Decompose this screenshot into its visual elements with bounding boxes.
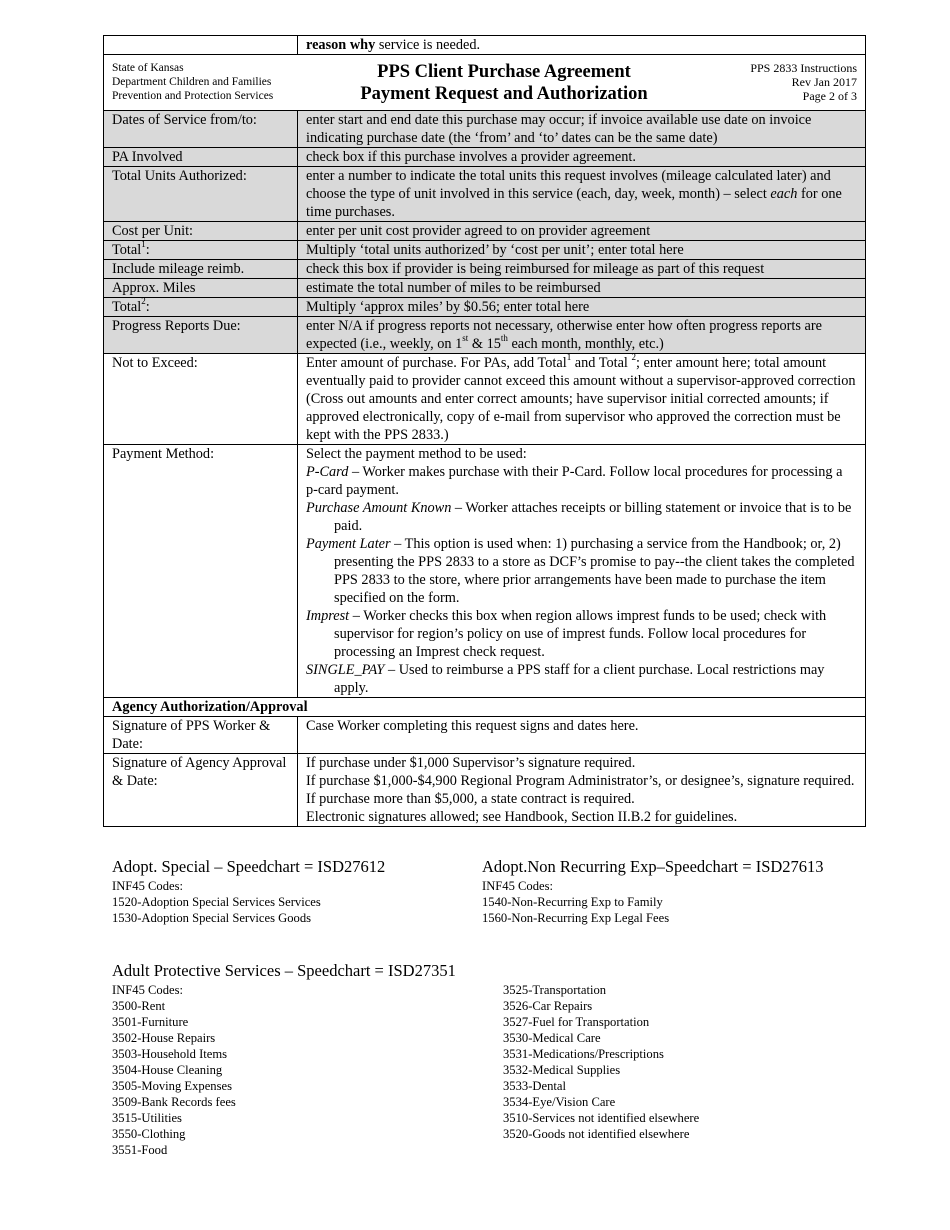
row-dates: Dates of Service from/to: enter start and end date this purchase may occur; if invoice available use date on invoice indicating purchase date (the ‘from’ and ‘to’ dates can be the same date) [104,111,866,148]
row-signature-agency: Signature of Agency Approval & Date: If purchase under $1,000 Supervisor’s signature required. If purchase $1,000-$4,900 Regional Program Administrator’s, or designee’s, signature required. If purchase more than $5,000, a state contract is required. Electronic signatures allowed; see Handbook, Section II.B.2 for guidelines. [104,754,866,827]
row-approx-miles: Approx. Miles estimate the total number of miles to be reimbursed [104,279,866,298]
row-total-1: Total$^1$: Multiply ‘total units authorized’ by ‘cost per unit’; enter total here [104,241,866,260]
row-pa-involved: PA Involved check box if this purchase involves a provider agreement. [104,148,866,167]
payment-single-pay: SINGLE_PAY – Used to reimburse a PPS staff for a client purchase. Local restrictions may apply. [306,662,825,696]
adopt-special-section: Adopt. Special – Speedchart = ISD27612 INF45 Codes: 1520-Adoption Special Services Services 1530-Adoption Special Services Goods [112,857,386,925]
agency-authorization-header: Agency Authorization/Approval [104,698,866,717]
agency-block: State of Kansas Department Children and Families Prevention and Protection Services [112,62,274,102]
payment-known: Purchase Amount Known – Worker attaches receipts or billing statement or invoice that is to be paid. [306,500,852,534]
payment-imprest: Imprest – Worker checks this box when region allows imprest funds to be used; check with supervisor for region’s policy on use of imprest funds. Follow local procedures for processing an Imprest check request. [306,608,827,660]
row-include-mileage: Include mileage reimb. check this box if provider is being reimbursed for mileage as part of this request [104,260,866,279]
row-payment-method: Payment Method: Select the payment method to be used: P-Card – Worker makes purchase with their P-Card. Follow local procedures for processing a p-card payment. Purchase Amount Known – Worker attaches receipts or billing statement or invoice that is to be paid. Payment Later – This option is used when: 1) purchasing a service from the Handbook; or, 2) presenting the PPS 2833 to a store as DCF’s promise to pay--the client takes the completed PPS 2833 to the store, where prior arrangements have been made to purchase the item specified on the form. Imprest – Worker checks this box when region allows imprest funds to be used; check with supervisor for region’s policy on use of imprest funds. Follow local procedures for processing an Imprest check request. SINGLE_PAY – Used to reimburse a PPS staff for a client purchase. Local restrictions may apply. [104,445,866,698]
aps-section: Adult Protective Services – Speedchart = ISD27351 INF45 Codes: 3500-Rent 3501-Furniture 3502-House Repairs 3503-Household Items 3504-House Cleaning 3505-Moving Expenses 3509-Bank Records fees 3515-Utilities 3550-Clothing 3551-Food [112,961,456,1157]
form-title: PPS Client Purchase Agreement Payment Request and Authorization [360,62,648,104]
form-header [104,55,866,111]
aps-codes-left: INF45 Codes: 3500-Rent 3501-Furniture 3502-House Repairs 3503-Household Items 3504-House Cleaning 3505-Moving Expenses 3509-Bank Records fees 3515-Utilities 3550-Clothing 3551-Food [112,983,236,1157]
adopt-nonrecurring-section: Adopt.Non Recurring Exp–Speedchart = ISD27613 INF45 Codes: 1540-Non-Recurring Exp to Family 1560-Non-Recurring Exp Legal Fees [482,857,824,925]
row-not-to-exceed: Not to Exceed: Enter amount of purchase. For PAs, add Total$^1$ and Total $^2$; enter amount here; total amount eventually paid to provider cannot exceed this amount without a supervisor-approved correction (Cross out amounts and enter correct amounts; have supervisor initial corrected amounts; if approved electronically, copy of e-mail from supervisor who approved the correction must be kept with the PPS 2833.) [104,354,866,445]
aps-codes-right: 3525-Transportation 3526-Car Repairs 3527-Fuel for Transportation 3530-Medical Care 3531-Medications/Prescriptions 3532-Medical Supplies 3533-Dental 3534-Eye/Vision Care 3510-Services not identified elsewhere 3520-Goods not identified elsewhere [503,983,700,1141]
row-cost-per-unit: Cost per Unit: enter per unit cost provider agreed to on provider agreement [104,222,866,241]
row-total-2: Total$^2$: Multiply ‘approx miles’ by $0.56; enter total here [104,298,866,317]
reason-row: reason why service is needed. [104,36,866,55]
payment-pcard: P-Card – Worker makes purchase with their P-Card. Follow local procedures for processing a p-card payment. [306,464,843,498]
instructions-table [103,35,866,827]
payment-later: Payment Later – This option is used when: 1) purchasing a service from the Handbook; or, 2) presenting the PPS 2833 to a store as DCF’s promise to pay--the client takes the completed PPS 2833 to the store, where prior arrangements have been made to purchase the item specified on the form. [306,536,855,606]
row-progress-reports: Progress Reports Due: enter N/A if progress reports not necessary, otherwise enter how often progress reports are expected (i.e., weekly, on 1st & 15th each month, monthly, etc.) [104,317,866,354]
row-signature-worker: Signature of PPS Worker & Date: Case Worker completing this request signs and dates here. [104,717,866,754]
form-info: PPS 2833 Instructions Rev Jan 2017 Page 2 of 3 [750,61,857,103]
row-total-units: Total Units Authorized: enter a number to indicate the total units this request involves (mileage calculated later) and choose the type of unit involved in this service (each, day, week, month) – select each for one time purchases. [104,167,866,222]
